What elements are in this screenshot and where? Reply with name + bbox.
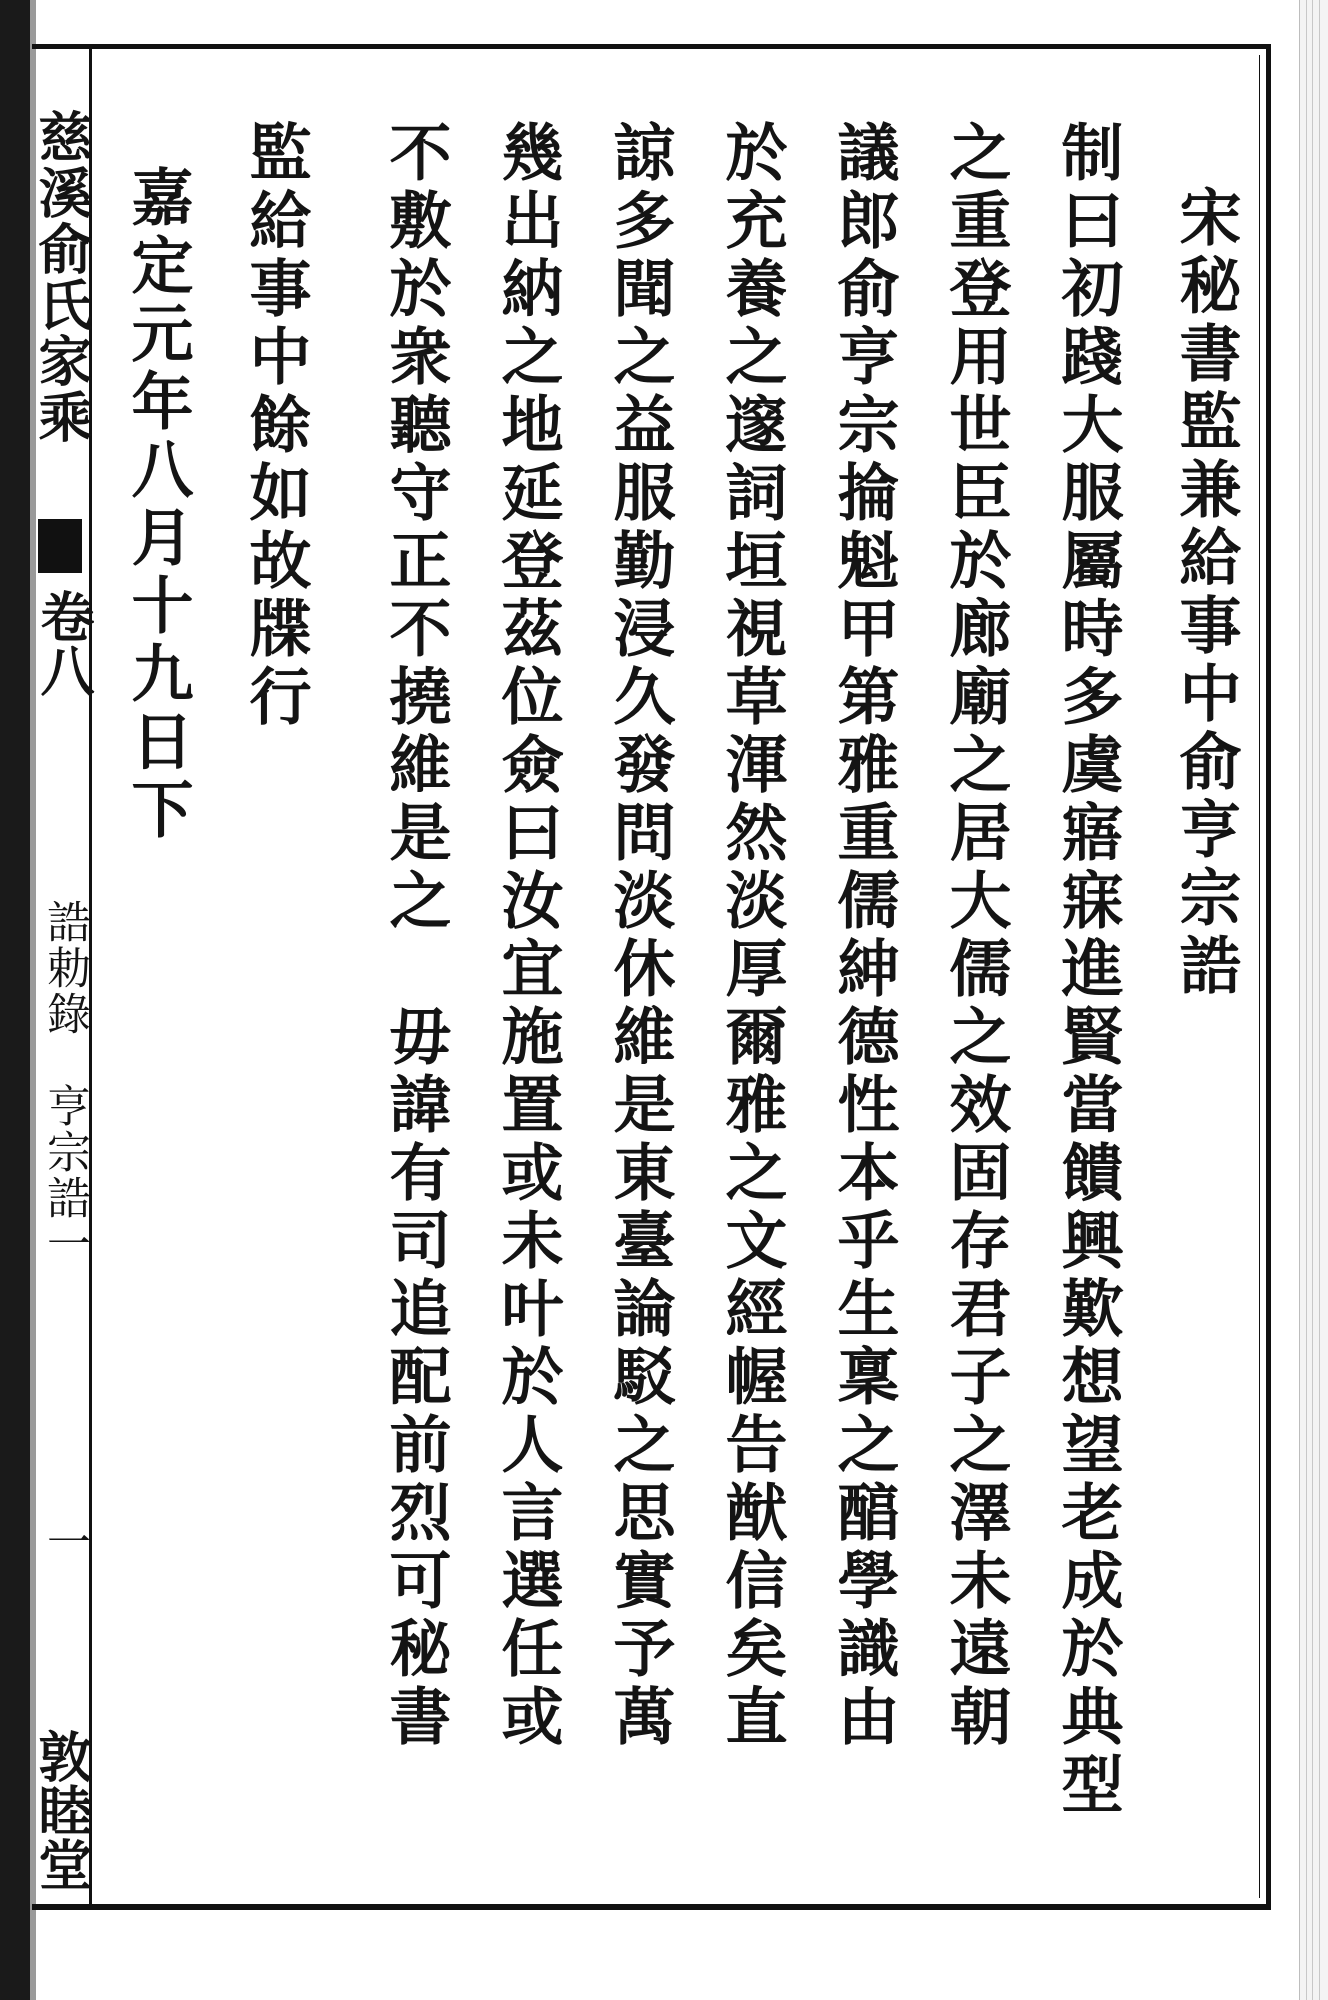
fishtail-mark — [38, 519, 82, 573]
book-binding — [0, 0, 30, 2000]
volume-label: 卷八 — [32, 589, 96, 697]
date-column: 嘉定元年八月十九日下 — [121, 165, 194, 845]
hall-name: 敦睦堂 — [30, 1729, 94, 1891]
page-edge — [1299, 0, 1328, 2000]
text-column: 諒多聞之益服勤浸久發問淡休維是東臺論駁之思實予萬 — [603, 120, 676, 1752]
text-column: 幾出納之地延登茲位僉曰汝宜施置或未叶於人言選任或 — [491, 120, 564, 1752]
text-column: 議郎俞亨宗掄魁甲第雅重儒紳德性本乎生稟之醕學識由 — [827, 120, 900, 1752]
text-column: 監給事中餘如故牒行 — [239, 120, 312, 732]
section-label: 誥勅錄 亨宗誥一 — [39, 899, 90, 1267]
center-column — [30, 49, 96, 1904]
book-title: 慈溪俞氏家乘 — [30, 109, 94, 445]
text-column: 於充養之邃詞垣視草渾然淡厚爾雅之文經幄告猷信矣直 — [715, 120, 788, 1752]
text-column: 制曰初踐大服屬時多虞寤寐進賢當饋興歎想望老成於典型 — [1051, 120, 1124, 1820]
text-column: 之重登用世臣於廊廟之居大儒之效固存君子之澤未遠朝 — [939, 120, 1012, 1752]
text-column-title: 宋秘書監兼給事中俞亨宗誥 — [1169, 185, 1242, 1001]
page-number: 一 — [39, 1519, 90, 1563]
text-column: 不敷於衆聽守正不撓維是之 毋諱有司追配前烈可秘書 — [379, 120, 452, 1752]
